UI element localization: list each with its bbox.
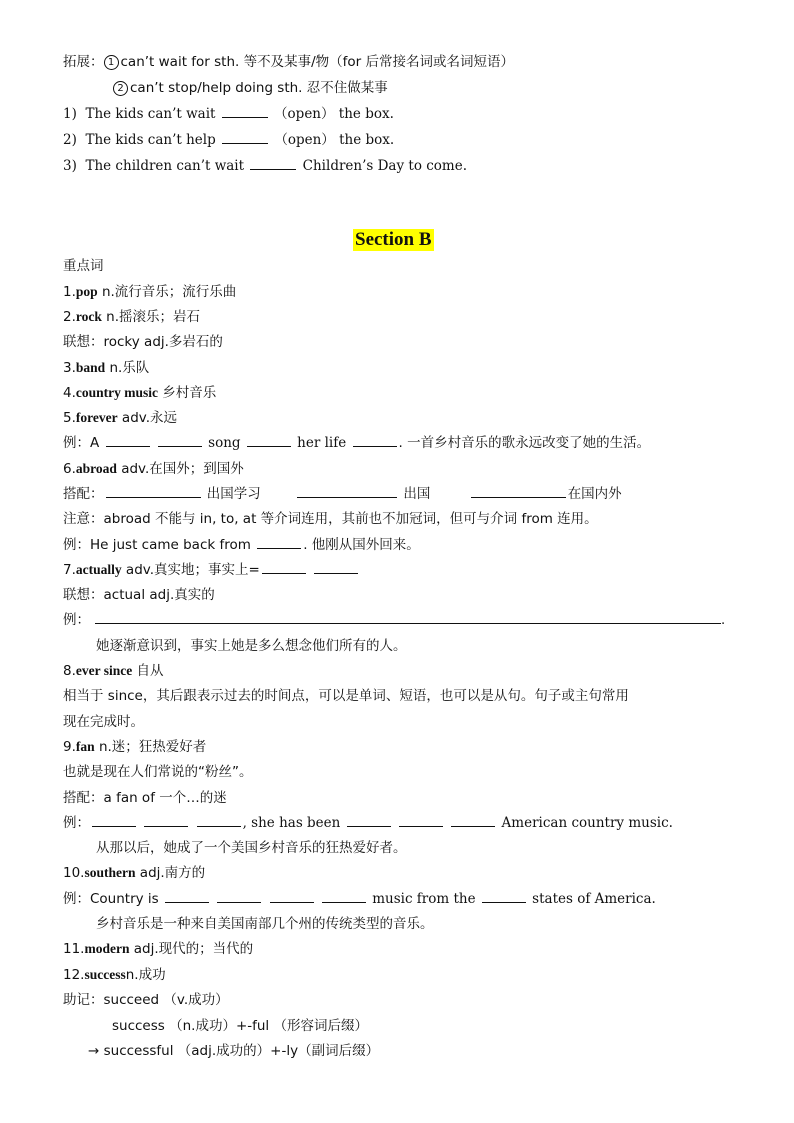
entry-fan [63, 738, 206, 756]
answer-blank[interactable] [314, 562, 358, 574]
entry-word: rock [75, 309, 102, 324]
answer-blank[interactable] [247, 435, 291, 447]
answer-blank[interactable] [399, 815, 443, 827]
entry-number: 7. [63, 562, 76, 578]
exercise-number: 3) [63, 158, 77, 174]
extension-line-1 [63, 53, 514, 71]
collocation-text: 出国学习 [206, 486, 261, 502]
entry-number: 9. [63, 739, 76, 755]
entry-definition: n.流行音乐；流行乐曲 [97, 284, 237, 300]
rock-association: 联想：rocky adj.多岩石的 [63, 334, 223, 350]
entry-actually [63, 561, 360, 579]
entry-definition: 乡村音乐 [158, 385, 217, 401]
exercise-3 [63, 157, 467, 175]
collocation-text: 在国内外 [567, 486, 622, 502]
exercise-text: （open） the box. [274, 106, 394, 122]
fan-example-translation: 从那以后，她成了一个美国乡村音乐的狂热爱好者。 [96, 840, 407, 856]
actually-example-translation: 她逐渐意识到，事实上她是多么想念他们所有的人。 [96, 638, 407, 654]
answer-blank[interactable] [451, 815, 495, 827]
answer-blank[interactable] [322, 891, 366, 903]
answer-blank[interactable] [297, 486, 397, 498]
entry-definition: n.成功 [125, 967, 166, 983]
entry-number: 11. [63, 941, 85, 957]
entry-definition: adv.真实地；事实上= [121, 562, 260, 578]
success-memo-3: → successful （adj.成功的）+-ly（副词后缀） [88, 1043, 380, 1059]
answer-blank[interactable] [197, 815, 241, 827]
entry-definition: adj.南方的 [135, 865, 206, 881]
answer-line-period: . [721, 613, 726, 628]
exercise-1 [63, 105, 394, 123]
forever-example [63, 434, 650, 452]
entry-definition: n.乐队 [105, 360, 150, 376]
success-memo-1: 助记：succeed （v.成功） [63, 992, 229, 1008]
answer-line[interactable] [95, 623, 721, 624]
extension-label: 拓展： [63, 54, 104, 70]
exercise-text: The kids can’t wait [85, 106, 216, 122]
entry-word: ever since [75, 663, 133, 678]
entry-number: 10. [63, 865, 85, 881]
example-label: 例：A [63, 435, 100, 451]
key-words-heading: 重点词 [63, 258, 104, 274]
answer-blank[interactable] [262, 562, 306, 574]
example-text: states of America. [532, 891, 656, 907]
entry-number: 5. [63, 410, 76, 426]
abroad-collocations [63, 485, 622, 503]
entry-number: 1. [63, 284, 76, 300]
actually-association: 联想：actual adj.真实的 [63, 587, 215, 603]
answer-blank[interactable] [217, 891, 261, 903]
exercise-number: 1) [63, 106, 77, 122]
entry-word: country music [75, 385, 159, 400]
entry-forever [63, 409, 177, 427]
answer-blank[interactable] [353, 435, 397, 447]
entry-definition: 自从 [132, 663, 164, 679]
entry-definition: n.摇滚乐；岩石 [101, 309, 201, 325]
entry-word: southern [84, 865, 136, 880]
fan-note: 也就是现在人们常说的“粉丝”。 [63, 764, 253, 780]
entry-abroad [63, 460, 244, 478]
example-text: music from the [372, 891, 476, 907]
answer-blank[interactable] [165, 891, 209, 903]
example-label: 例： [63, 815, 90, 831]
entry-word: band [75, 360, 106, 375]
answer-blank[interactable] [270, 891, 314, 903]
entry-definition: adv.在国外；到国外 [116, 461, 244, 477]
exercise-text: The kids can’t help [85, 132, 216, 148]
answer-blank[interactable] [347, 815, 391, 827]
success-memo-2: success （n.成功）+-ful （形容词后缀） [112, 1018, 368, 1034]
entry-word: forever [75, 410, 118, 425]
entry-number: 4. [63, 385, 76, 401]
answer-blank[interactable] [257, 537, 301, 549]
fan-collocation: 搭配：a fan of 一个…的迷 [63, 790, 227, 806]
entry-word: actually [75, 562, 122, 577]
example-text: her life [297, 435, 347, 451]
actually-example-label: 例： [63, 612, 90, 628]
abroad-note: 注意：abroad 不能与 in, to, at 等介词连用，其前也不加冠词，但可与介词 from 连用。 [63, 511, 598, 527]
answer-blank[interactable] [222, 132, 268, 144]
answer-blank[interactable] [482, 891, 526, 903]
extension-item-2: can’t stop/help doing sth. 忍不住做某事 [130, 80, 388, 96]
answer-blank[interactable] [471, 486, 566, 498]
entry-number: 12. [63, 967, 85, 983]
entry-definition: adv.永远 [117, 410, 177, 426]
fan-example [63, 814, 673, 832]
entry-southern [63, 864, 205, 882]
example-text: . 一首乡村音乐的歌永远改变了她的生活。 [398, 435, 651, 451]
entry-number: 2. [63, 309, 76, 325]
exercise-text: The children can’t wait [85, 158, 245, 174]
answer-blank[interactable] [222, 106, 268, 118]
entry-word: success [84, 967, 126, 982]
example-text: 例：He just came back from [63, 537, 251, 553]
entry-ever-since [63, 662, 164, 680]
exercise-text: （open） the box. [274, 132, 395, 148]
abroad-example [63, 536, 420, 554]
collocation-label: 搭配： [63, 486, 104, 502]
extension-line-2 [113, 79, 388, 97]
answer-blank[interactable] [106, 435, 150, 447]
entry-band [63, 359, 149, 377]
circled-number-2: 2 [113, 81, 128, 96]
entry-word: abroad [75, 461, 117, 476]
entry-number: 3. [63, 360, 76, 376]
answer-blank[interactable] [92, 815, 136, 827]
section-title: Section B [355, 229, 432, 250]
entry-modern [63, 940, 253, 958]
entry-number: 8. [63, 663, 76, 679]
southern-example-translation: 乡村音乐是一种来自美国南部几个州的传统类型的音乐。 [96, 916, 434, 932]
entry-pop [63, 283, 236, 301]
entry-definition: n.迷；狂热爱好者 [94, 739, 207, 755]
southern-example [63, 890, 656, 908]
entry-definition: adj.现代的；当代的 [129, 941, 254, 957]
entry-country-music [63, 384, 216, 402]
exercise-2 [63, 131, 394, 149]
answer-blank[interactable] [158, 435, 202, 447]
example-text: , she has been [242, 815, 341, 831]
example-text: . 他刚从国外回来。 [303, 537, 420, 553]
entry-word: fan [75, 739, 95, 754]
exercise-text: Children’s Day to come. [302, 158, 468, 174]
extension-item-1: can’t wait for sth. 等不及某事/物（for 后常接名词或名词短语） [120, 54, 514, 70]
example-label: 例：Country is [63, 891, 159, 907]
example-text: song [208, 435, 241, 451]
collocation-text: 出国 [403, 486, 431, 502]
ever-since-note-2: 现在完成时。 [63, 714, 144, 730]
entry-word: pop [75, 284, 98, 299]
example-text: American country music. [501, 815, 673, 831]
entry-rock [63, 308, 200, 326]
answer-blank[interactable] [106, 486, 201, 498]
entry-number: 6. [63, 461, 76, 477]
ever-since-note-1: 相当于 since，其后跟表示过去的时间点，可以是单词、短语，也可以是从句。句子或主句常用 [63, 688, 629, 704]
circled-number-1: 1 [104, 55, 119, 70]
entry-word: modern [84, 941, 130, 956]
exercise-number: 2) [63, 132, 77, 148]
answer-blank[interactable] [144, 815, 188, 827]
answer-blank[interactable] [250, 158, 296, 170]
entry-success [63, 966, 166, 984]
